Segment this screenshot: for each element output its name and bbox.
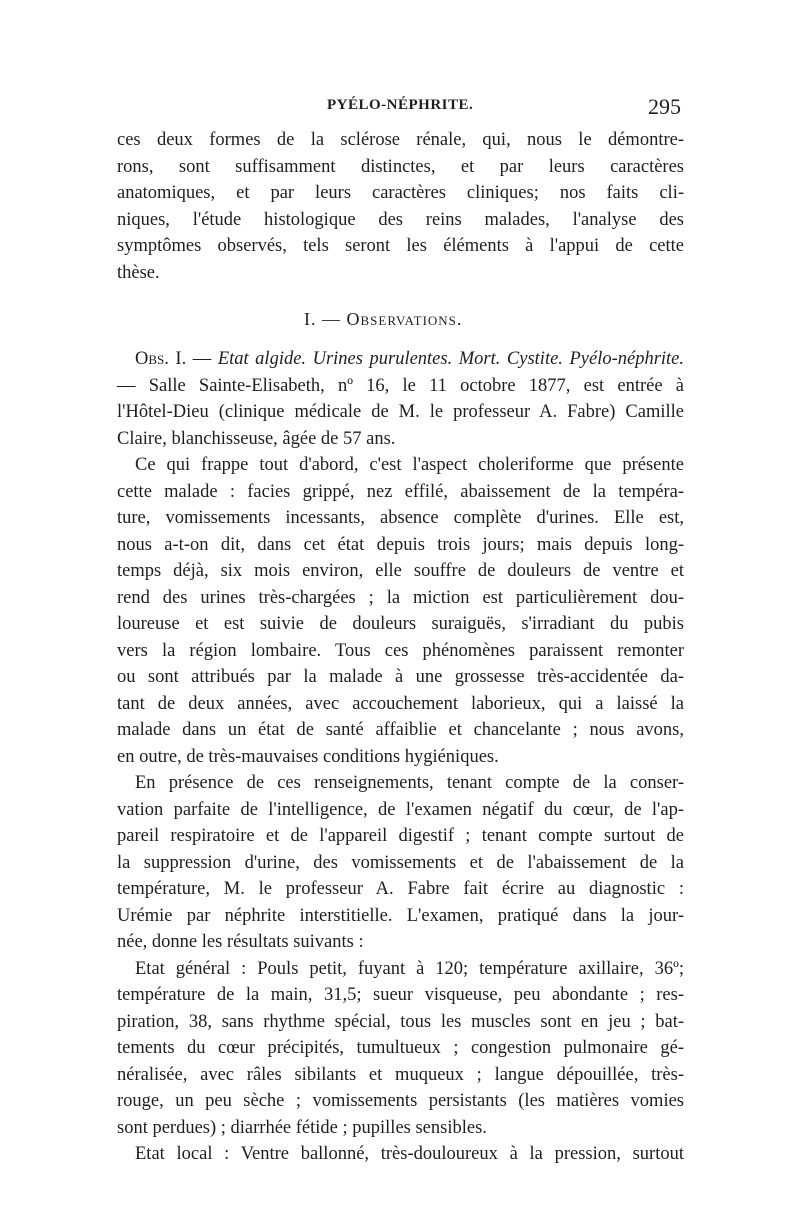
text-line: température, M. le professeur A. Fabre fait écrire au diagnostic : — [117, 879, 684, 899]
text-line: l'Hôtel-Dieu (clinique médicale de M. le professeur A. Fabre) Camille — [117, 402, 684, 422]
text-line: ces deux formes de la sclérose rénale, qui, nous le démontre- — [117, 130, 684, 150]
observation-body — [117, 346, 684, 1168]
page-number: 295 — [648, 94, 681, 119]
text-line: Urémie par néphrite interstitielle. L'examen, pratiqué dans la jour- — [117, 905, 684, 926]
observation-heading — [117, 346, 684, 373]
text-line: anatomiques, et par leurs caractères cliniques; nos faits cli- — [117, 183, 684, 203]
text-line: malade dans un état de santé affaiblie et chancelante ; nous avons, — [117, 720, 684, 740]
text-line: cette malade : facies grippé, nez effilé, abaissement de la tempéra- — [117, 481, 684, 502]
text-line: En présence de ces renseignements, tenant compte de la conser- — [135, 773, 684, 793]
text-line: rend des urines très-chargées ; la miction est particulièrement dou- — [117, 587, 684, 608]
text-line: sont perdues) ; diarrhée fétide ; pupilles sensibles. — [117, 1117, 487, 1138]
observation-title: Etat algide. Urines purulentes. Mort. Cystite. Pyélo-néphrite. — [217, 349, 685, 369]
intro-paragraph — [117, 127, 684, 286]
text-line: piration, 38, sans rhythme spécial, tous les muscles sont en jeu ; bat- — [117, 1011, 684, 1032]
text-line: née, donne les résultats suivants : — [117, 932, 364, 952]
text-line: niques, l'étude histologique des reins malades, l'analyse des — [117, 209, 684, 230]
text-line: vers la région lombaire. Tous ces phénomènes paraissent remonter — [117, 640, 684, 661]
text-line: nous a-t-on dit, dans cet état depuis trois jours; mais depuis long- — [117, 534, 684, 555]
section-heading — [304, 309, 462, 330]
text-line: Claire, blanchisseuse, âgée de 57 ans. — [117, 428, 396, 449]
text-line: ou sont attribués par la malade à une grossesse très-accidentée da- — [117, 667, 684, 687]
text-line: rons, sont suffisamment distinctes, et par leurs caractères — [117, 156, 684, 177]
section-title: Observations. — [346, 309, 463, 329]
text-line: Ce qui frappe tout d'abord, c'est l'aspect choleriforme que présente — [135, 455, 684, 475]
text-line: néralisée, avec râles sibilants et muqueux ; langue dépouillée, très- — [117, 1064, 684, 1085]
text-line: temps déjà, six mois environ, elle souffre de douleurs de ventre et — [117, 561, 684, 581]
text-line: la suppression d'urine, des vomissements et de l'abaissement de la — [117, 852, 684, 873]
text-line: température de la main, 31,5; sueur visqueuse, peu abondante ; res- — [117, 985, 684, 1005]
text-line: symptômes observés, tels seront les éléments à l'appui de cette — [117, 236, 684, 256]
text-line: rouge, un peu sèche ; vomissements persistants (les matières vomies — [117, 1091, 684, 1111]
text-line: thèse. — [117, 262, 160, 283]
text-line: Etat local : Ventre ballonné, très-douloureux à la pression, surtout — [135, 1144, 684, 1164]
observation-label: Obs. I. — — [135, 349, 212, 369]
text-line: loureuse et est suivie de douleurs suraiguës, s'irradiant du pubis — [117, 614, 684, 634]
text-line: vation parfaite de l'intelligence, de l'examen négatif du cœur, de l'ap- — [117, 799, 684, 820]
text-line: Etat général : Pouls petit, fuyant à 120; température axillaire, 36º; — [135, 958, 684, 979]
text-line: tements du cœur précipités, tumultueux ; congestion pulmonaire gé- — [117, 1038, 684, 1058]
text-line: tant de deux années, avec accouchement laborieux, qui a laissé la — [117, 693, 684, 714]
section-numeral: I. — — [304, 309, 341, 329]
text-line: en outre, de très-mauvaises conditions hygiéniques. — [117, 746, 499, 767]
text-line: ture, vomissements incessants, absence complète d'urines. Elle est, — [117, 508, 684, 528]
text-line: pareil respiratoire et de l'appareil digestif ; tenant compte surtout de — [117, 826, 684, 846]
text-line: — Salle Sainte-Elisabeth, nº 16, le 11 octobre 1877, est entrée à — [117, 375, 684, 396]
running-title: PYÉLO-NÉPHRITE. — [327, 97, 474, 113]
